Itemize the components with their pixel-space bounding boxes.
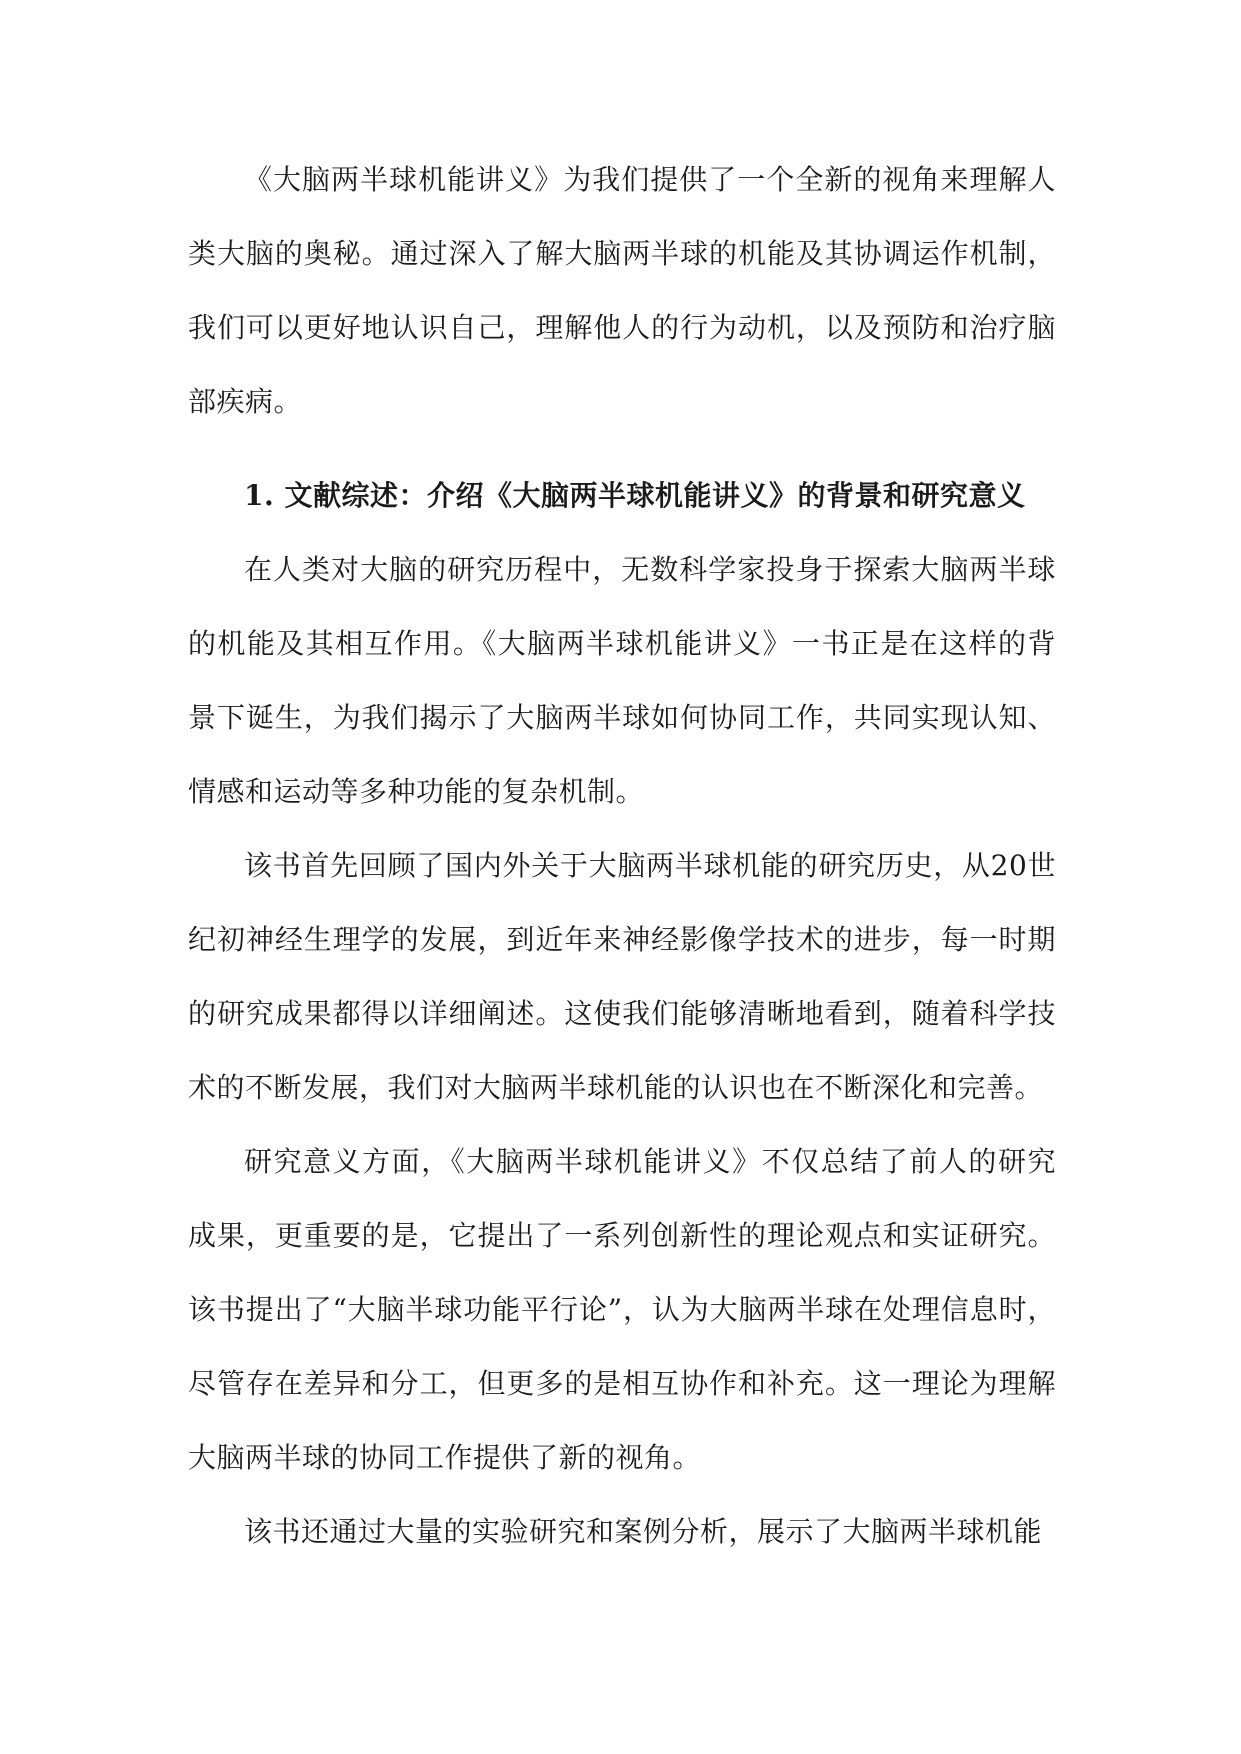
section-heading: 1. 文献综述：介绍《大脑两半球机能讲义》的背景和研究意义: [244, 479, 1026, 512]
paragraph-intro: 《大脑两半球机能讲义》为我们提供了一个全新的视角来理解人类大脑的奥秘。通过深入了解大脑两半球的机能及其协调运作机制，我们可以更好地认识自己，理解他人的行为动机，以及预防和治疗脑部疾病。: [188, 163, 1056, 418]
paragraph-background: 在人类对大脑的研究历程中，无数科学家投身于探索大脑两半球的机能及其相互作用。《大脑两半球机能讲义》一书正是在这样的背景下诞生，为我们揭示了大脑两半球如何协同工作，共同实现认知、情感和运动等多种功能的复杂机制。: [188, 553, 1056, 808]
paragraph-significance: 研究意义方面，《大脑两半球机能讲义》不仅总结了前人的研究成果，更重要的是，它提出了一系列创新性的理论观点和实证研究。该书提出了“大脑半球功能平行论”，认为大脑两半球在处理信息时，尽管存在差异和分工，但更多的是相互协作和补充。这一理论为理解大脑两半球的协同工作提供了新的视角。: [188, 1145, 1056, 1474]
document-body: [188, 143, 1056, 1569]
paragraph-experiments: 该书还通过大量的实验研究和案例分析，展示了大脑两半球机能: [244, 1515, 1043, 1548]
paragraph-history: 该书首先回顾了国内外关于大脑两半球机能的研究历史，从20世纪初神经生理学的发展，到近年来神经影像学技术的进步，每一时期的研究成果都得以详细阐述。这使我们能够清晰地看到，随着科学技术的不断发展，我们对大脑两半球机能的认识也在不断深化和完善。: [188, 849, 1056, 1104]
